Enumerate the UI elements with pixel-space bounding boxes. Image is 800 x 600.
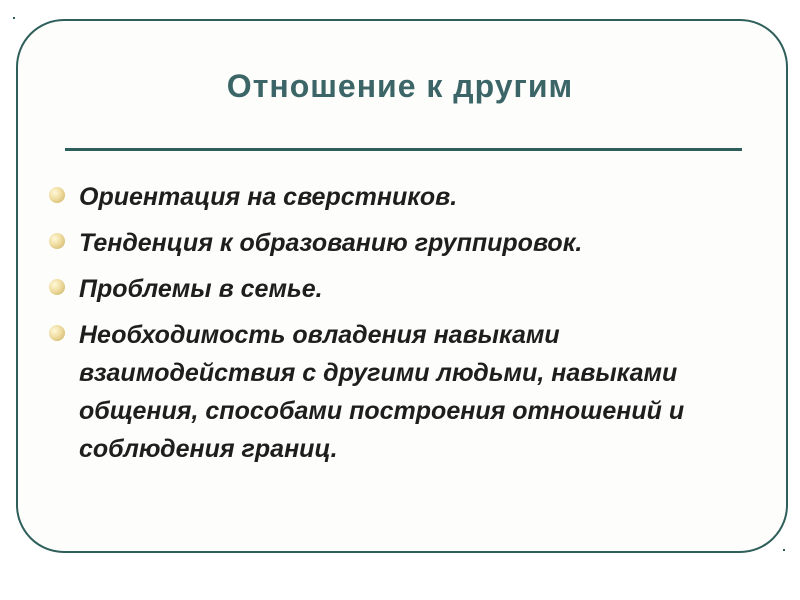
bullet-list — [48, 178, 728, 476]
bullet-text: Тенденция к образованию группировок. — [79, 229, 583, 257]
slide-title: Отношение к другим — [226, 68, 574, 104]
bullet-text: Ориентация на сверстников. — [79, 183, 458, 211]
bullet-item — [48, 316, 728, 468]
bullet-icon — [49, 279, 65, 295]
bullet-item — [48, 178, 728, 216]
bullet-text: Проблемы в семье. — [79, 275, 323, 303]
bullet-item — [48, 224, 728, 262]
bullet-item — [48, 270, 728, 308]
bullet-icon — [49, 233, 65, 249]
bullet-icon — [49, 325, 65, 341]
title-divider — [65, 148, 742, 151]
bullet-text: Необходимость овладения навыками взаимодействия с другими людьми, навыками общения, способами построения отношений и соблюдения границ. — [79, 321, 685, 463]
bullet-icon — [49, 187, 65, 203]
corner-dot-top-left — [13, 17, 15, 19]
corner-dot-bottom-right — [783, 549, 785, 551]
